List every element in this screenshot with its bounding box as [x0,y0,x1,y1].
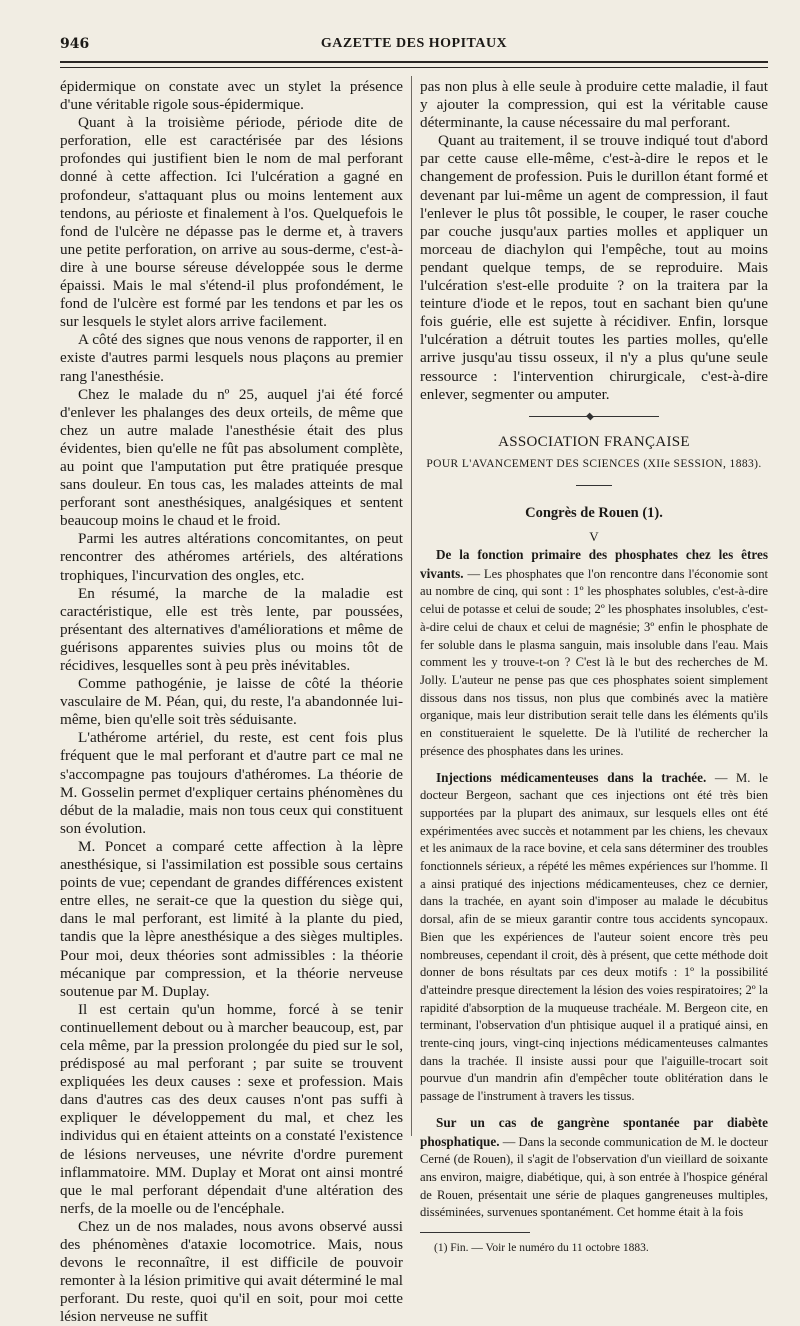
paragraph: Il est certain qu'un homme, forcé à se tenir continuellement debout ou à marcher beaucoup, est, par cela même, par la pression prolongée du pied sur le sol, prédisposé au mal perforant ; par suite se trouvent expliquées les deux causes : sexe et profession. Mais dans d'autres cas des deux causes n'ont pas suffi à expliquer le développement du mal, et chez les individus qui en étaient atteints on a constaté l'existence de lésions nerveuses, une névrite d'ordre purement inflammatoire. MM. Duplay et Morat ont ainsi montré que le mal perforant dépendait d'une altération des nerfs, de la moelle ou de l'encéphale. [60,1000,403,1217]
page-number: 946 [60,36,90,52]
paragraph: Chez un de nos malades, nous avons observé aussi des phénomènes d'ataxie locomotrice. Mais, nous devons le reconnaître, il est difficile de pouvoir remonter à la lésion primitive qui avait déterminé le mal perforant. Du reste, quoi qu'il en soit, pour moi cette lésion nerveuse ne suffit [60,1217,403,1326]
paragraph: Quant au traitement, il se trouve indiqué tout d'abord par cette cause elle-même, c'est-à-dire le repos et le changement de profession. Puis le durillon étant formé et devenant par lui-même un agent de compression, il faut l'enlever le plus tôt possible, le couper, le raser couche par couche jusqu'aux parties molles et appliquer un morceau de diachylon qui l'empêche, tout au moins pendant quelque temps, de se reproduire. Mais l'ulcération s'est-elle produite ? on la traitera par la teinture d'iode et le repos, tout en sachant bien qu'une fois guérie, elle est sujette à récidiver. Enfin, lorsque l'ulcération a détruit toutes les parties molles, qu'elle arrive jusqu'au tissu osseux, il n'y a plus qu'une seule ressource : l'intervention chirurgicale, c'est-à-dire enlever, segmenter ou amputer. [420,132,768,403]
header-rule-thin [60,67,768,68]
journal-title: GAZETTE DES HOPITAUX [320,36,508,51]
header-rule-thick [60,61,768,63]
page-header [60,34,768,58]
right-column [420,78,768,1257]
paragraph: L'athérome artériel, du reste, est cent fois plus fréquent que le mal perforant et d'autre part ce mal ne s'accompagne pas toujours d'athéromes. La théorie de M. Gosselin permet d'expliquer certains phénomènes du début de la maladie, mais non tous ceux qui constituent son évolution. [60,729,403,837]
article-title: Sur un cas de gangrène spontanée par diabète phosphatique. [420,1114,768,1149]
article-title: Injections médicamenteuses dans la trachée. [436,769,707,785]
paragraph: épidermique on constate avec un stylet la présence d'une véritable rigole sous-épidermique. [60,78,403,114]
left-column [60,78,403,1326]
footnote: (1) Fin. — Voir le numéro du 11 octobre 1883. [434,1242,649,1255]
article-title: De la fonction primaire des phosphates chez les êtres vivants. [420,547,768,581]
congres-title: Congrès de Rouen (1). [525,504,663,521]
article-body: — Dans la seconde communication de M. le docteur Cerné (de Rouen), il s'agit de l'observation d'un vieillard de soixante ans environ, maigre, diabétique, qui, à son entrée à l'hospice général de Rouen, présentait une série de plaques gangreneuses multiples, disséminées, survenues spontanément. Cet homme était à la fois [420,1134,768,1220]
footnote-rule [420,1232,530,1233]
part-number: V [589,528,599,544]
paragraph: Quant à la troisième période, période dite de perforation, elle est caractérisée par des lésions profondes qui justifient bien le nom de mal perforant donné à cette affection. Ici l'ulcération a gagné en profondeur, s'attaquant plus ou moins lentement aux tendons, au périoste et finalement à l'os. Quelquefois le fond de l'ulcère ne dépasse pas le derme et, à travers une petite perforation, on arrive au sous-derme, c'est-à-dire à une bourse séreuse développée sous le derme épaissi. Mais le mal s'étend-il plus profondément, le fond de l'ulcère est formé par les tendons et par les os sur lesquels le stylet alors arrive facilement. [60,114,403,331]
paragraph: Chez le malade du nº 25, auquel j'ai été forcé d'enlever les phalanges des deux orteils, de même que chez un autre malade l'anesthésie était des plus évidentes, bien qu'elle ne fût pas absolument complète, au point que l'amputation put être pratiquée presque sans douleur. En tous cas, les malades atteints de mal perforant sont anesthésiques, analgésiques et sentent beaucoup moins le chaud et le froid. [60,385,403,530]
paragraph: En résumé, la marche de la maladie est caractéristique, elle est très lente, par poussées, présentant des alternatives d'améliorations et même de guérisons apparentes suivies plus ou moins tôt de récidives, lesquelles sont à peu près inévitables. [60,584,403,674]
paragraph: Comme pathogénie, je laisse de côté la théorie vasculaire de M. Péan, qui, du reste, l'a abandonnée lui-même, bien qu'elle soit très séduisante. [60,675,403,729]
paragraph: Parmi les autres altérations concomitantes, on peut rencontrer des athéromes artériels, des altérations trophiques, l'incurvation des ongles, etc. [60,530,403,584]
paragraph: A côté des signes que nous venons de rapporter, il en existe d'autres parmi lesquels nous plaçons au premier rang l'anesthésie. [60,331,403,385]
column-divider [411,76,412,1136]
article-body: — M. le docteur Bergeon, sachant que ces injections ont été très bien supportées par la plupart des animaux, sur lesquels elles ont été expérimentées avec succès et notamment par les chiens, les chevaux et les animaux de la race bovine, et cela sans déterminer des troubles fonctionnels sérieux, a répété les mêmes expériences sur l'homme. Il a ainsi pratiqué des injections médicamenteuses, chez ce dernier, dans la trachée, en ayant soin d'imposer au malade le décubitus dorsal, afin de se mieux garantir contre tous accidents syncopaux. Bien que les expériences de l'auteur soient encore très peu nombreuses, cependant il croit, dès à présent, que cette méthode doit donner de bons résultats par ces deux motifs : 1º la possibilité d'atteindre presque directement la lésion des voies respiratoires; 2º la rapidité d'absorption de la muqueuse trachéale. M. Bergeon cite, en terminant, l'observation d'un phtisique auquel il a pratiqué ainsi, en trente-cinq jours, vingt-cinq injections médicamenteuses calmantes dans la trachée. Il insiste aussi pour que l'aiguille-trocart soit pourvue d'un mandrin afin d'empêcher toute oblitération dans le passage de l'instrument à travers les tissus. [420,770,768,1104]
article [420,1114,768,1222]
articles [420,546,768,1222]
paragraph: pas non plus à elle seule à produire cette maladie, il faut y ajouter la compression, qui est la véritable cause déterminante, la cause nécessaire du mal perforant. [420,78,768,132]
short-rule [576,485,612,486]
article-body: — Les phosphates que l'on rencontre dans l'économie sont au nombre de cinq, qui sont : 1º les phosphates solubles, c'est-à-dire celui de potasse et celui de soude; 2º les phosphates insolubles, c'est-à-dire celui de chaux et celui de magnésie; 3º enfin le phosphate de fer soluble dans le plasma sanguin, mais insoluble dans l'eau. Mais comment les y trouve-t-on ? C'est là le but des recherches de M. Jolly. L'auteur ne pense pas que ces phosphates soient simplement dissous dans nos tissus, non plus que combinés avec la matière organique, mais leur distribution serait telle dans les éléments qu'ils en constitueraient le squelette. De là l'utilité de rechercher la présence des phosphates dans les urines. [420,566,768,758]
article [420,546,768,760]
section-separator [529,416,659,417]
association-title: ASSOCIATION FRANÇAISE [498,433,690,450]
article [420,769,768,1106]
association-subtitle: POUR L'AVANCEMENT DES SCIENCES (XIIe SESSION, 1883). [426,457,762,470]
paragraph: M. Poncet a comparé cette affection à la lèpre anesthésique, si l'assimilation est possible sous certains points de vue; cependant de grandes différences existent entre elles, ne serait-ce que la question du siège qui, dans le mal perforant, est limité à la plante du pied, tandis que la lèpre anesthésique a des sièges multiples. Pour moi, deux théories sont admissibles : la théorie mécanique par compression, et la théorie nerveuse soutenue par M. Duplay. [60,837,403,1000]
